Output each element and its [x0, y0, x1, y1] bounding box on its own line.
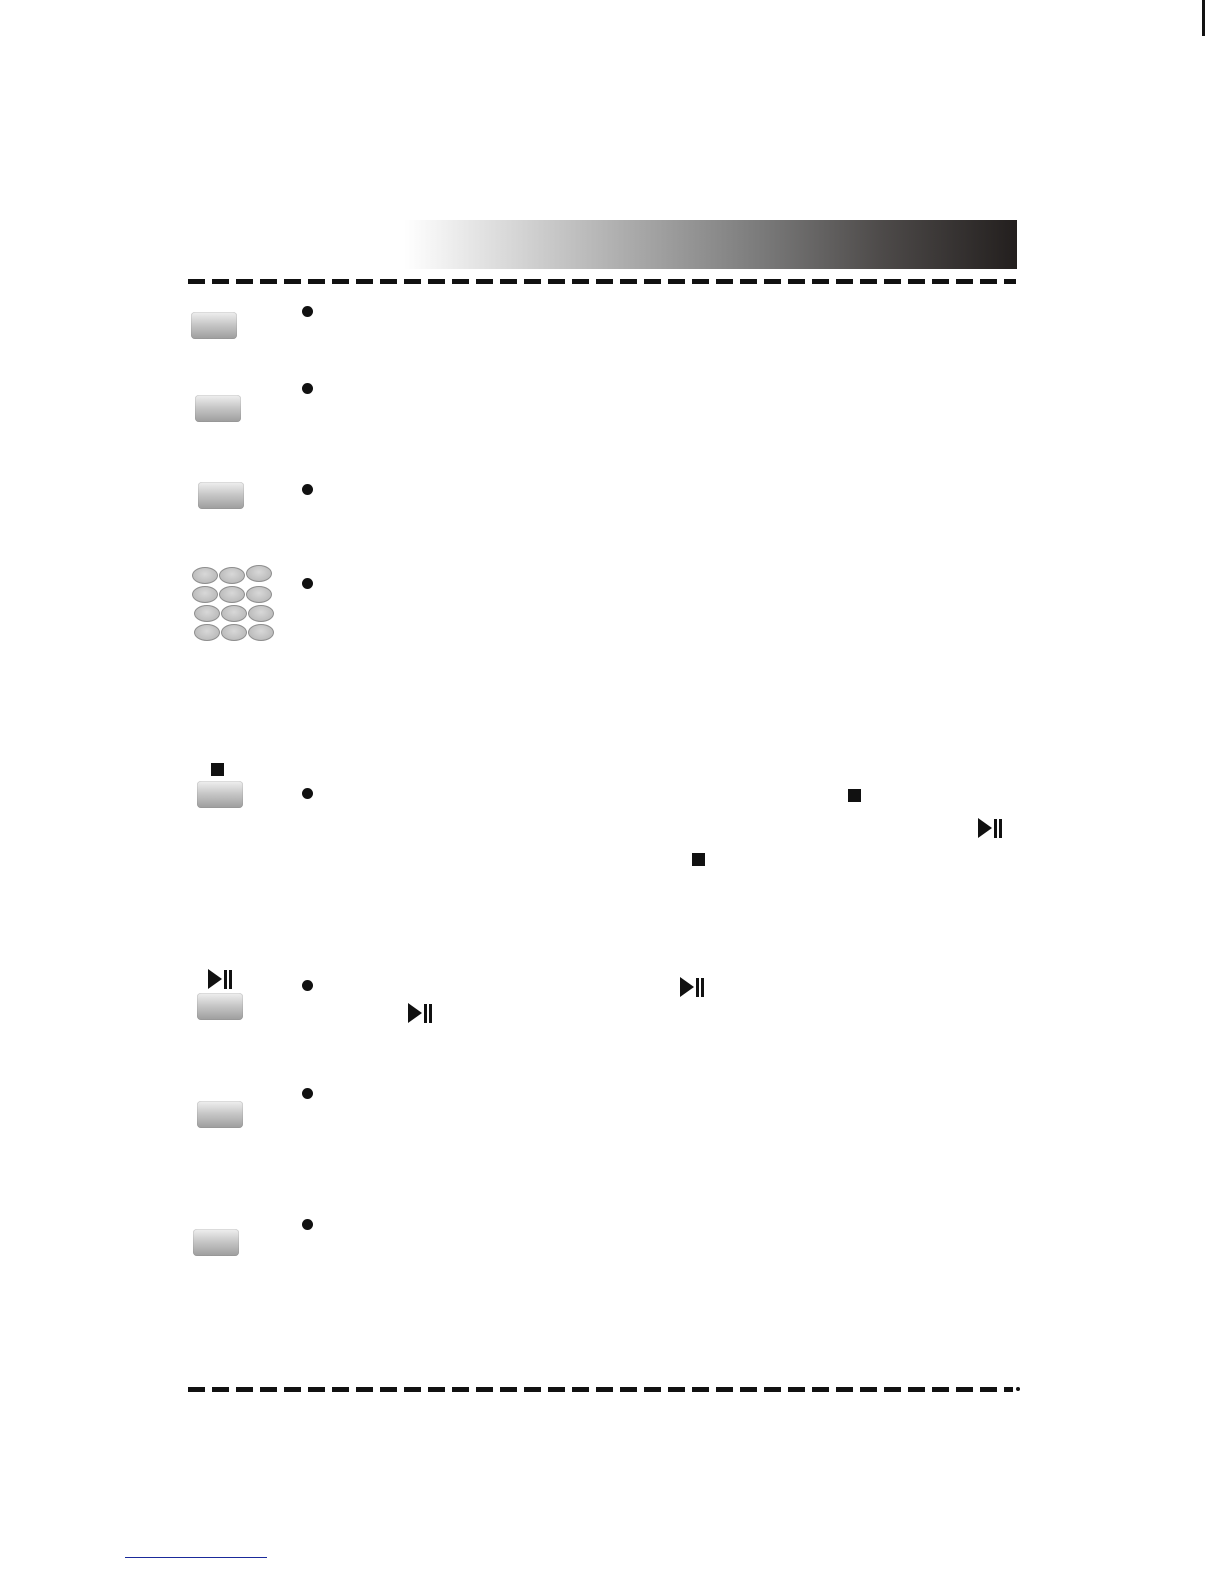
keypad-button	[246, 586, 272, 603]
keypad-button	[248, 624, 274, 641]
keypad-button	[219, 567, 245, 584]
bullet-icon	[302, 1219, 313, 1230]
footer-link-underline[interactable]	[125, 1557, 267, 1558]
keypad-button	[221, 605, 247, 622]
bullet-icon	[302, 484, 313, 495]
keypad-button	[192, 586, 218, 603]
play-pause-key-icon	[197, 993, 243, 1020]
stop-icon	[692, 853, 705, 866]
remote-key-icon	[191, 312, 237, 339]
stop-key-icon	[197, 781, 243, 808]
keypad-button	[194, 624, 220, 641]
top-edge-mark	[1202, 0, 1205, 36]
remote-key-icon	[193, 1229, 239, 1256]
stop-icon	[848, 789, 861, 802]
remote-key-icon	[198, 482, 244, 509]
keypad-button	[246, 565, 272, 582]
keypad-button	[219, 586, 245, 603]
bullet-icon	[302, 1088, 313, 1099]
play-pause-icon	[408, 1003, 432, 1023]
bullet-icon	[302, 788, 313, 799]
bottom-dashed-rule	[188, 1387, 1013, 1392]
remote-key-icon	[197, 1101, 243, 1128]
play-pause-icon	[680, 977, 704, 997]
keypad-button	[194, 605, 220, 622]
bullet-icon	[302, 980, 313, 991]
keypad-button	[221, 624, 247, 641]
keypad-button	[248, 605, 274, 622]
numeric-keypad-icon	[192, 565, 276, 643]
play-pause-icon	[208, 969, 232, 989]
remote-key-icon	[195, 395, 241, 422]
bullet-icon	[302, 578, 313, 589]
bullet-icon	[302, 306, 313, 317]
stop-icon	[211, 763, 224, 776]
top-dashed-rule	[188, 279, 1016, 284]
rule-end-dot	[1016, 1387, 1020, 1391]
play-pause-icon	[978, 818, 1002, 838]
keypad-button	[192, 567, 218, 584]
section-header-bar	[404, 220, 1017, 269]
bullet-icon	[302, 383, 313, 394]
